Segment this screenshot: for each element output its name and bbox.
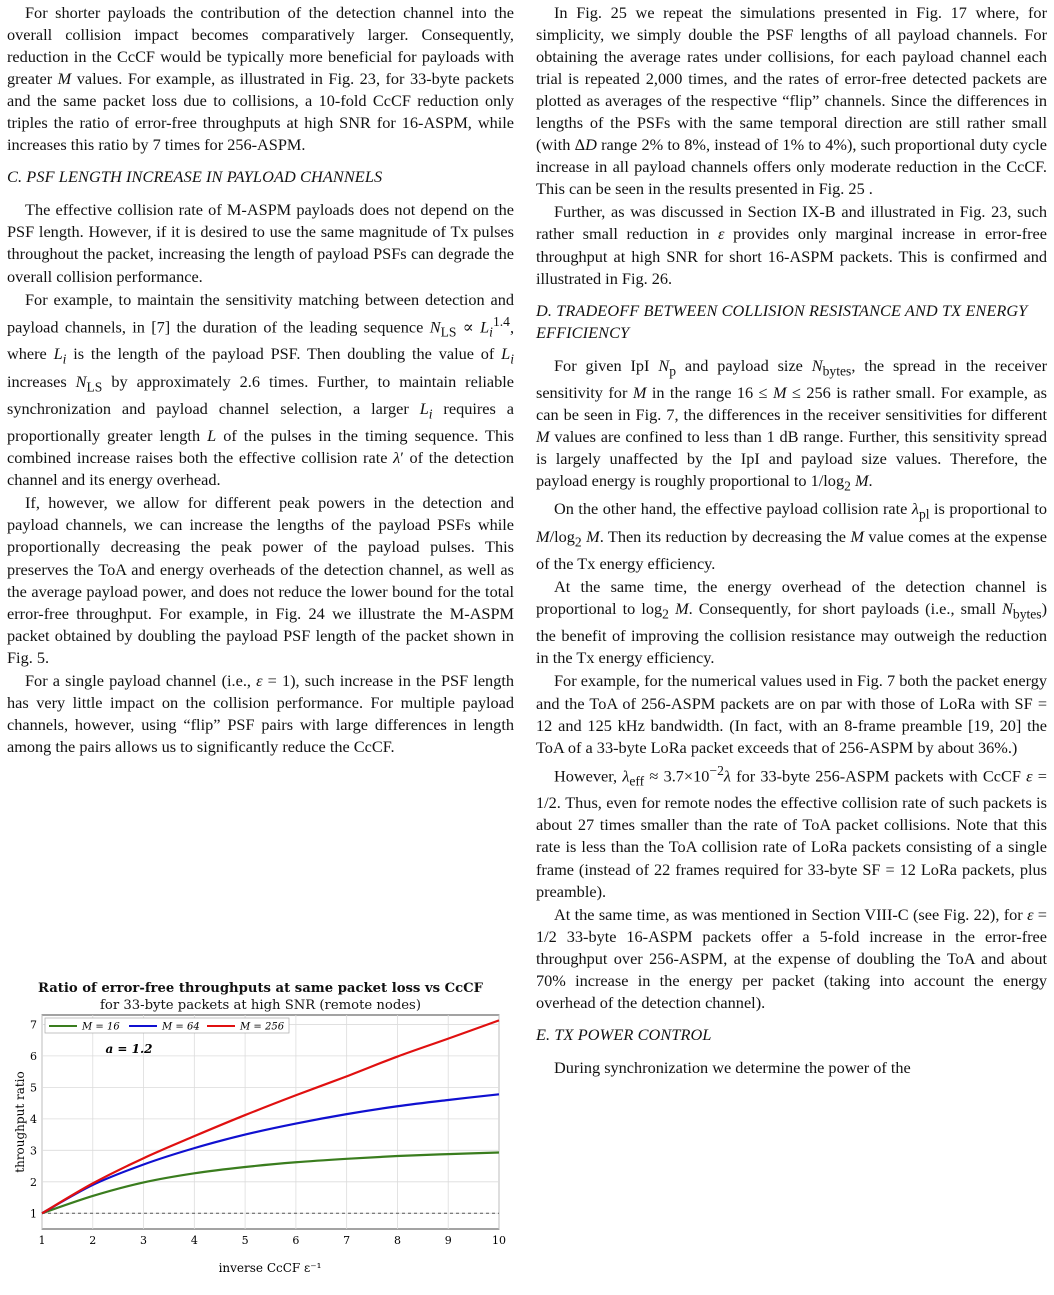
legend-label: M = 256 <box>240 1021 285 1033</box>
x-tick-label: 2 <box>89 1234 97 1247</box>
x-tick-label: 10 <box>492 1234 506 1247</box>
chart <box>7 978 514 1283</box>
chart-figure <box>7 978 514 1283</box>
x-tick-label: 9 <box>444 1234 452 1247</box>
paragraph: In Fig. 25 we repeat the simulations presented in Fig. 17 where, for simplicity, we simply double the PSF lengths of all payload channels. For obtaining the average rates under collisions, for each payload channel each trial is repeated 2,000 times, and the rates of error-free detected packets are plotted as averages of the respective “flip” channels. Since the differences in lengths of the PSFs with the same temporal direction are still rather small (with ΔD range 2% to 8%, instead of 1% to 4%), such proportional duty cycle increase in all payload channels offers only moderate reduction in the CcCF. This can be seen in the results presented in Fig. 25 . <box>536 3 1047 199</box>
paragraph: At the same time, the energy overhead of the detection channel is proportional to $\log_2 M$. Consequently, for short payloads (i.e., small $N_{bytes}$) the benefit of improving the collision resistance may outweigh the reduction in the Tx energy efficiency. <box>536 577 1047 668</box>
paragraph: The effective collision rate of M-ASPM payloads does not depend on the PSF length. However, if it is desired to use the same magnitude of Tx pulses throughout the packet, increasing the length of payload PSFs can degrade the overall collision performance. <box>7 200 514 286</box>
y-tick-label: 6 <box>30 1049 37 1063</box>
section-heading-c: C. PSF LENGTH INCREASE IN PAYLOAD CHANNELS <box>7 167 383 187</box>
x-tick-label: 8 <box>393 1234 401 1247</box>
paragraph: For given IpI $N_p$ and payload size $N_{bytes}$, the spread in the receiver sensitivity for M in the range 16 ≤ M ≤ 256 is rather small. For example, as can be seen in Fig. 7, the differences in the receiver sensitivities for different M values are confined to less than 1 dB range. Further, this sensitivity spread is largely unaffected by the IpI and payload size values. Therefore, the payload energy is roughly proportional to $1/\log_2$ M. <box>536 355 1047 494</box>
x-tick-label: 4 <box>190 1234 198 1247</box>
section-heading-e: E. TX POWER CONTROL <box>536 1024 712 1044</box>
x-tick-label: 3 <box>140 1234 148 1247</box>
paragraph: At the same time, as was mentioned in Section VIII-C (see Fig. 22), for ε = 1/2 33-byte 16-ASPM packets offer a 5-fold increase in the error-free throughput over 256-ASPM, at the expense of doubling the ToA and about 70% increase in the energy per packet (taking into account the energy overhead of the detection channel). <box>536 904 1047 1012</box>
paragraph: On the other hand, the effective payload collision rate $\lambda_{pl}$ is proportional to $M/\log_2$ M. Then its reduction by decreasing the M value comes at the expense of the Tx energy efficiency. <box>536 499 1048 573</box>
chart-title: Ratio of error-free throughputs at same packet loss vs CcCF <box>37 981 484 996</box>
x-tick-label: 1 <box>38 1234 46 1247</box>
y-tick-label: 3 <box>30 1144 37 1158</box>
legend-label: M = 16 <box>82 1021 120 1033</box>
y-tick-label: 5 <box>30 1081 37 1095</box>
x-axis-label: inverse CcCF ε⁻¹ <box>218 1261 322 1275</box>
left-column <box>7 2 514 758</box>
x-tick-label: 6 <box>292 1234 300 1247</box>
right-column <box>536 2 1047 1079</box>
paragraph: For a single payload channel (i.e., ε = 1), such increase in the PSF length has very little impact on the collision performance. For multiple payload channels, however, using “flip” PSF pairs with large differences in length among the pairs allows us to significantly reduce the CcCF. <box>7 670 514 756</box>
y-tick-label: 4 <box>30 1112 37 1126</box>
paragraph: During synchronization we determine the power of the <box>554 1057 911 1077</box>
paragraph: Further, as was discussed in Section IX-B and illustrated in Fig. 23, such rather small reduction in ε provides only marginal increase in error-free throughput at high SNR for short 16-ASPM packets. This is confirmed and illustrated in Fig. 26. <box>536 202 1047 288</box>
x-tick-label: 7 <box>343 1234 351 1247</box>
chart-annotation: a = 1.2 <box>105 1042 153 1056</box>
y-tick-label: 1 <box>30 1207 37 1221</box>
legend-label: M = 64 <box>162 1021 200 1033</box>
section-heading-d: D. TRADEOFF BETWEEN COLLISION RESISTANCE AND TX ENERGY EFFICIENCY <box>536 300 1028 342</box>
y-axis-label: throughput ratio <box>13 1071 27 1173</box>
paragraph: For example, for the numerical values used in Fig. 7 both the packet energy and the ToA of 256-ASPM packets are on par with those of LoRa with SF = 12 and 125 kHz bandwidth. (In fact, with an 8-frame preamble [19, 20] the ToA of a 33-byte LoRa packet exceeds that of 256-ASPM by about 36%.) <box>536 671 1047 757</box>
paragraph: If, however, we allow for different peak powers in the detection and payload channels, we can increase the lengths of the payload PSFs while proportionally decreasing the peak power of the payload pulses. This preserves the ToA and energy overheads of the detection channel, as well as the average payload power, and does not reduce the lower bound for the total error-free throughput. For example, in Fig. 24 we illustrate the M-ASPM packet obtained by doubling the payload PSF length of the packet shown in Fig. 5. <box>7 493 514 667</box>
paragraph: However, $\lambda_{eff} \approx 3.7\times 10^{-2}\lambda$ for 33-byte 256-ASPM packets with CcCF ε = 1/2. Thus, even for remote nodes the effective collision rate of such packets is about 27 times smaller than the rate of ToA packet collisions. Note that this rate is less than the ToA collision rate of LoRa packets consisting of a single frame (instead of 22 frames required for 33-byte SF = 12 LoRa packets, plus preamble). <box>536 762 1047 901</box>
paragraph: For example, to maintain the sensitivity matching between detection and payload channels, in [7] the duration of the leading sequence $N_{LS} \propto L_i^{1.4}$, where $L_i$ is the length of the payload PSF. Then doubling the value of $L_i$ increases $N_{LS}$ by approximately 2.6 times. Further, to maintain reliable synchronization and payload channel selection, a larger $L_i$ requires a proportionally greater length L of the pulses in the timing sequence. This combined increase raises both the effective collision rate λ′ of the detection channel and its energy overhead. <box>7 289 515 490</box>
y-tick-label: 2 <box>30 1175 37 1189</box>
chart-subtitle: for 33-byte packets at high SNR (remote nodes) <box>100 998 421 1013</box>
y-tick-label: 7 <box>30 1018 37 1032</box>
paragraph: For shorter payloads the contribution of the detection channel into the overall collision impact becomes comparatively larger. Consequently, reduction in the CcCF would be typically more beneficial for payloads with greater M values. For example, as illustrated in Fig. 23, for 33-byte packets and the same packet loss due to collisions, a 10-fold CcCF reduction only triples the ratio of error-free throughputs at high SNR for 16-ASPM, while increases this ratio by 7 times for 256-ASPM. <box>7 3 514 155</box>
x-tick-label: 5 <box>241 1234 249 1247</box>
